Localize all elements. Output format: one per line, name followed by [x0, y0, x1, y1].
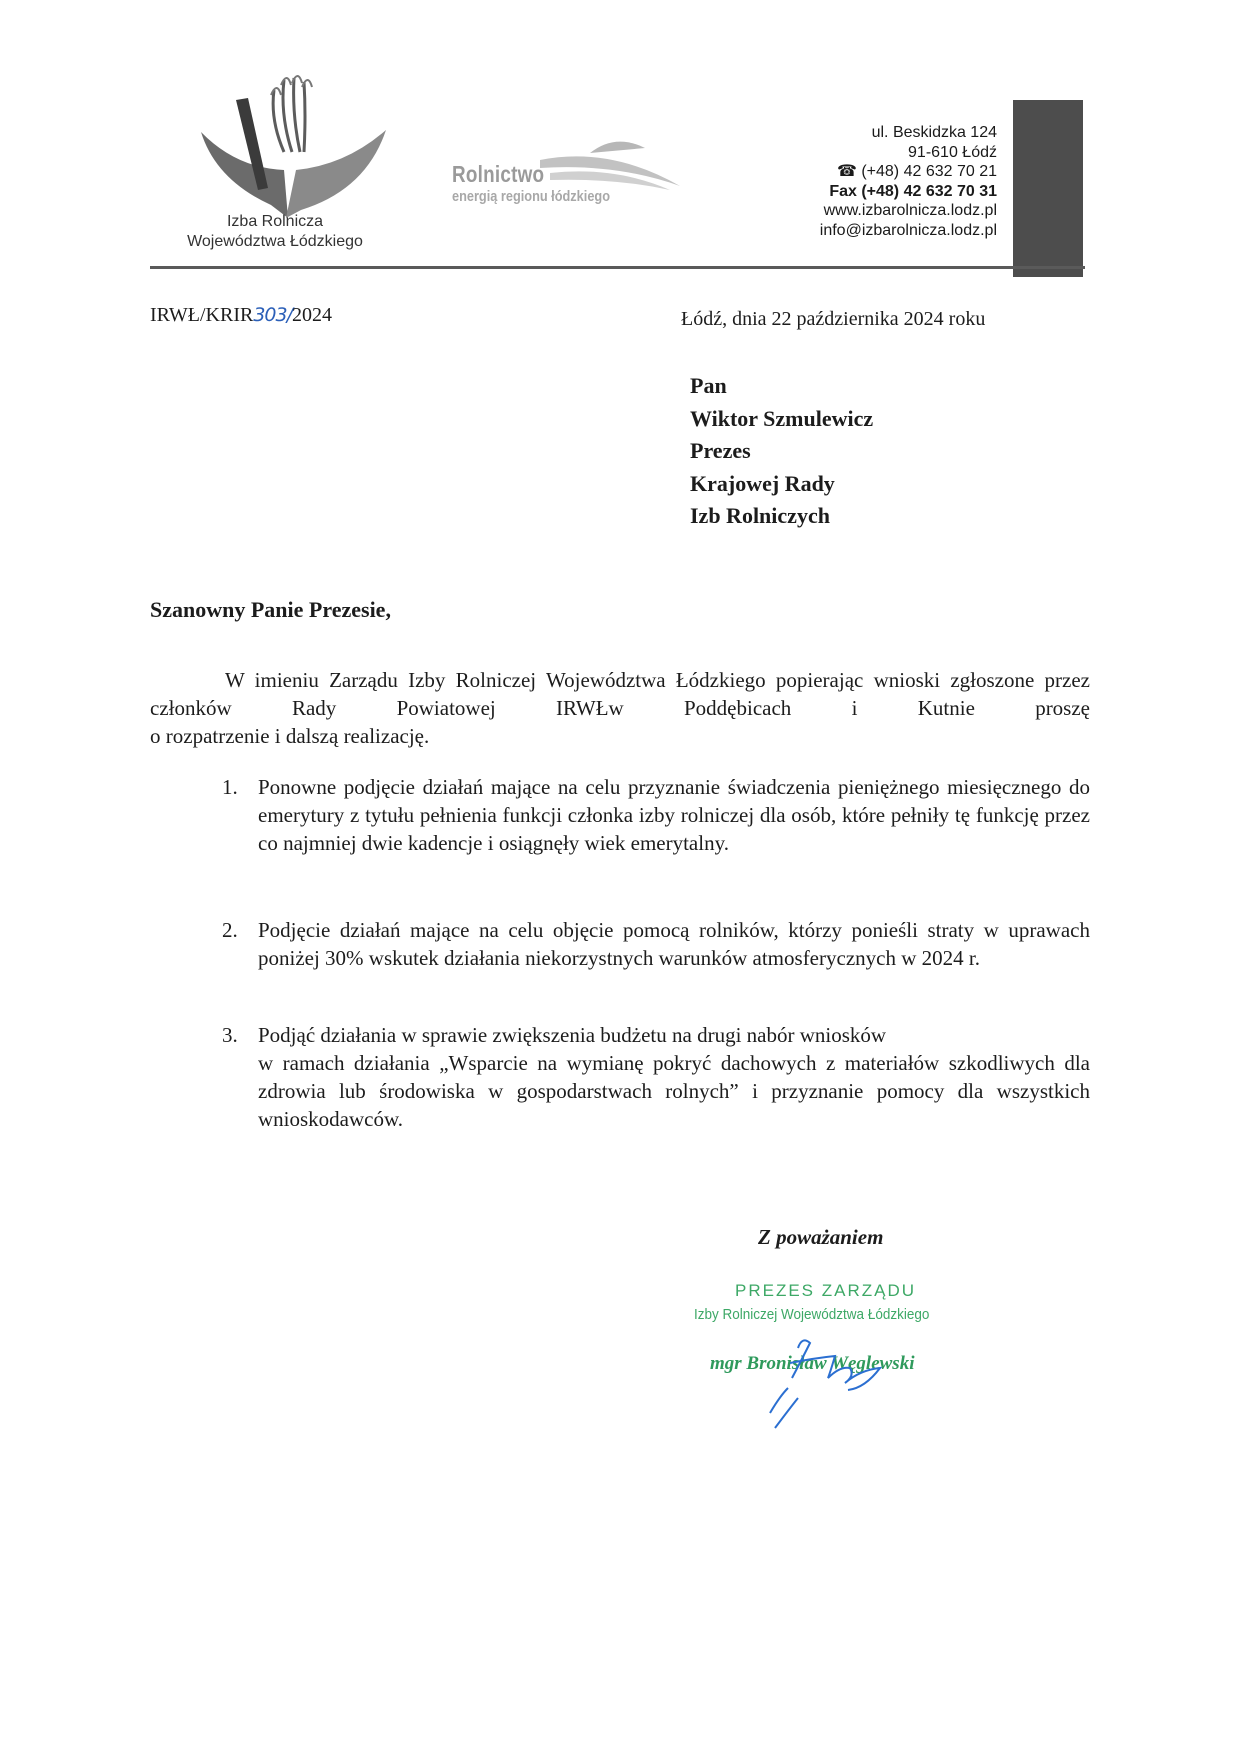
contact-street: ul. Beskidzka 124 [871, 124, 997, 141]
list-item-number: 3. [222, 1023, 238, 1047]
list-item-number: 2. [222, 918, 238, 942]
izba-rolnicza-logo [196, 70, 386, 220]
addressee-line: Izb Rolniczych [690, 503, 830, 528]
intro-paragraph [150, 666, 1090, 750]
izba-logo-line1: Izba Rolnicza [226, 213, 324, 230]
closing-phrase: Z poważaniem [758, 1225, 884, 1249]
rolnictwo-logo-title: Rolnictwo [452, 161, 545, 187]
contact-email: info@izbarolnicza.lodz.pl [819, 221, 997, 239]
handwritten-signature [740, 1318, 900, 1433]
stamp-title: PREZES ZARZĄDU [735, 1281, 917, 1300]
reference-prefix: IRWŁ/KRIR [150, 304, 254, 326]
contact-fax: Fax (+48) 42 632 70 31 [829, 182, 997, 200]
header-divider [150, 266, 1085, 269]
list-item-number: 1. [222, 775, 238, 799]
letter-date: Łódź, dnia 22 października 2024 roku [681, 308, 986, 330]
rolnictwo-logo-subtitle: energią regionu łódzkiego [452, 188, 610, 205]
intro-text-end: o rozpatrzenie i dalszą realizację. [150, 724, 430, 748]
list-item [222, 916, 1090, 972]
reference-number [150, 304, 332, 327]
list-item [222, 1021, 1090, 1133]
addressee-line: Krajowej Rady [690, 470, 835, 496]
list-item-text-line: w ramach działania „Wsparcie na wymianę pokryć dachowych z materiałów szkodliwych dla zdrowia lub środowiska w gospodarstwach rolnych” i przyznanie pomocy dla wszystkich wnioskodawców. [258, 1051, 1090, 1131]
addressee-line: Wiktor Szmulewicz [690, 405, 874, 431]
salutation: Szanowny Panie Prezesie, [150, 597, 391, 622]
header-gray-block [1013, 100, 1083, 277]
reference-handwritten: 303/ [253, 304, 293, 326]
list-item-text: Podjęcie działań mające na celu objęcie pomocą rolników, którzy ponieśli straty w uprawach poniżej 30% wskutek działania niekorzystnych warunków atmosferycznych w 2024 r. [258, 918, 1090, 970]
addressee-line: Pan [690, 373, 727, 398]
contact-www: www.izbarolnicza.lodz.pl [823, 202, 997, 219]
list-item [222, 773, 1090, 857]
addressee-line: Prezes [690, 438, 751, 463]
list-item-text [258, 1021, 1090, 1133]
stamp-organization: Izby Rolniczej Województwa Łódzkiego [694, 1306, 930, 1323]
stamp-name: mgr Bronisław Węglewski [710, 1353, 915, 1374]
contact-postal: 91-610 Łódź [908, 143, 997, 161]
intro-text: W imieniu Zarządu Izby Rolniczej Województwa Łódzkiego popierając wnioski zgłoszone przez członków Rady Powiatowej IRWŁw Poddębicach i Kutnie proszę [150, 668, 1090, 720]
reference-suffix: 2024 [292, 304, 333, 326]
addressee-block [690, 370, 873, 533]
izba-logo-caption [150, 212, 400, 252]
izba-logo-line2: Województwa Łódzkiego [187, 233, 363, 250]
contact-phone: ☎ (+48) 42 632 70 21 [836, 163, 997, 180]
list-item-text: Ponowne podjęcie działań mające na celu przyznanie świadczenia pieniężnego miesięcznego do emerytury z tytułu pełnienia funkcji członka izby rolniczej dla osób, które pełniły tę funkcję przez co najmniej dwie kadencje i osiągnęły wiek emerytalny. [258, 775, 1090, 855]
list-item-text-line: Podjąć działania w sprawie zwiększenia budżetu na drugi nabór wniosków [258, 1023, 887, 1047]
contact-block [820, 123, 997, 240]
